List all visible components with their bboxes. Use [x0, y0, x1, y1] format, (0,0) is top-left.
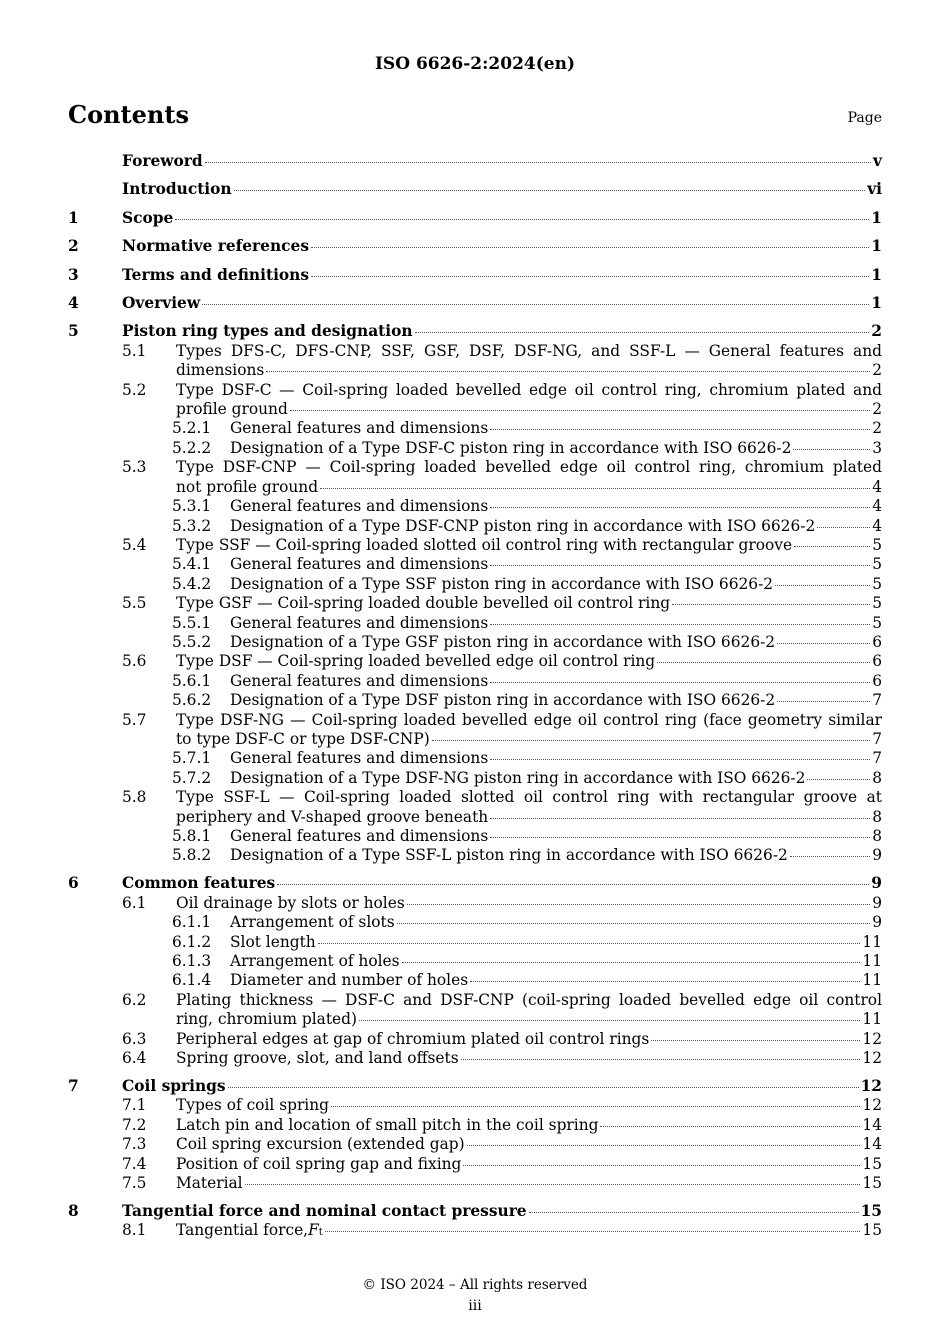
dot-leader — [775, 585, 870, 586]
toc-entry[interactable] — [68, 497, 882, 516]
dot-leader — [490, 624, 870, 625]
toc-entry-page: 11 — [862, 951, 882, 970]
dot-leader — [529, 1212, 859, 1213]
toc-entry-page: 7 — [872, 691, 882, 710]
toc-entry-number: 7.1 — [122, 1096, 147, 1115]
toc-entry-number: 5.3.2 — [172, 516, 212, 535]
toc-entry-title: General features and dimensions — [230, 749, 489, 768]
toc-entry-title: Overview — [122, 294, 201, 313]
toc-entry-page: 11 — [862, 971, 882, 990]
dot-leader — [290, 410, 870, 411]
toc-entry-page: 15 — [860, 1201, 882, 1220]
dot-leader — [490, 682, 870, 683]
toc-entry-number: 5.8 — [122, 788, 147, 807]
dot-leader — [234, 190, 866, 191]
toc-entry[interactable] — [68, 827, 882, 846]
toc-entry-title: Slot length — [230, 932, 316, 951]
toc-entry[interactable] — [68, 971, 882, 990]
toc-entry-page: 2 — [872, 361, 882, 380]
footer-page-number: iii — [468, 1298, 482, 1314]
toc-entry-page: 15 — [862, 1154, 882, 1173]
toc-entry-title: Spring groove, slot, and land offsets — [176, 1048, 459, 1067]
dot-leader — [490, 818, 870, 819]
toc-entry-page: 1 — [871, 294, 882, 313]
dot-leader — [490, 565, 870, 566]
toc-entry-number: 5.5.1 — [172, 613, 212, 632]
toc-entry-title: Arrangement of holes — [230, 951, 400, 970]
toc-entry[interactable] — [68, 152, 882, 171]
toc-entry[interactable] — [68, 1135, 882, 1154]
toc-entry-number: 6.1.4 — [172, 971, 212, 990]
dot-leader — [657, 662, 870, 663]
dot-leader — [432, 740, 870, 741]
toc-entry-title: Designation of a Type SSF-L piston ring in accordance with ISO 6626-2 — [230, 846, 788, 865]
toc-entry-title: Material — [176, 1173, 243, 1192]
toc-entry-title: Peripheral edges at gap of chromium plated oil control rings — [176, 1029, 650, 1048]
dot-leader — [359, 1020, 860, 1021]
toc-entry[interactable] — [68, 874, 882, 893]
toc-entry-number: 5.7 — [122, 710, 147, 729]
toc-entry-page: 14 — [862, 1115, 882, 1134]
toc-entry-page: 9 — [872, 846, 882, 865]
toc-entry-title: Plating thickness — DSF-C and DSF-CNP (coil-spring loaded bevelled edge oil control — [176, 990, 882, 1009]
toc-entry-number: 5 — [68, 322, 79, 341]
toc-entry-number: 5.2.2 — [172, 438, 212, 457]
toc-entry-title: Type DSF-CNP — Coil-spring loaded bevelled edge oil control ring, chromium plated — [176, 458, 882, 477]
toc-entry-number: 1 — [68, 208, 79, 227]
toc-entry-page: 12 — [862, 1048, 882, 1067]
toc-entry-page: 12 — [862, 1029, 882, 1048]
toc-entry-number: 5.5 — [122, 594, 147, 613]
toc-entry-title: Type SSF-L — Coil-spring loaded slotted oil control ring with rectangular groove at — [176, 788, 882, 807]
toc-entry[interactable] — [68, 633, 882, 652]
dot-leader — [277, 884, 869, 885]
toc-entry-number: 7.3 — [122, 1135, 147, 1154]
toc-entry-title: Designation of a Type DSF-C piston ring in accordance with ISO 6626-2 — [230, 438, 792, 457]
contents-heading: Contents — [68, 100, 189, 129]
dot-leader — [490, 507, 870, 508]
toc-entry-title: Normative references — [122, 237, 309, 256]
dot-leader — [470, 981, 860, 982]
dot-leader — [777, 643, 870, 644]
toc-entry[interactable] — [68, 894, 882, 913]
toc-entry-title: Type DSF-C — Coil-spring loaded bevelled edge oil control ring, chromium plated and — [176, 380, 882, 399]
toc-entry-number: 7 — [68, 1076, 79, 1095]
toc-entry[interactable] — [68, 711, 882, 750]
toc-entry-title: ring, chromium plated) — [176, 1010, 357, 1029]
toc-entry-number — [68, 180, 122, 199]
dot-leader — [790, 856, 870, 857]
dot-leader — [490, 759, 870, 760]
toc-entry-title: Coil spring excursion (extended gap) — [176, 1135, 465, 1154]
dot-leader — [600, 1126, 860, 1127]
toc-entry-title: periphery and V-shaped groove beneath — [176, 807, 489, 826]
toc-entry-title: Type DSF-NG — Coil-spring loaded bevelled edge oil control ring (face geometry similar — [176, 710, 882, 729]
toc-entry-page: 7 — [872, 729, 882, 748]
toc-entry-page: 4 — [872, 516, 882, 535]
toc-entry-number: 5.7.2 — [172, 768, 212, 787]
toc-entry-number: 5.2 — [122, 380, 147, 399]
toc-entry[interactable] — [68, 180, 882, 199]
toc-entry[interactable] — [68, 614, 882, 633]
toc-entry-page: 5 — [872, 594, 882, 613]
toc-entry-page: 5 — [872, 555, 882, 574]
toc-entry-title: Position of coil spring gap and fixing — [176, 1154, 462, 1173]
toc-entry-page: 14 — [862, 1135, 882, 1154]
toc-entry[interactable] — [68, 555, 882, 574]
toc-entry-page: 12 — [862, 1096, 882, 1115]
toc-entry-page: 15 — [862, 1173, 882, 1192]
dot-leader — [311, 247, 869, 248]
toc-entry-number: 5.7.1 — [172, 749, 212, 768]
dot-leader — [402, 962, 861, 963]
toc-entry[interactable] — [68, 342, 882, 381]
toc-entry-number: 6.1.3 — [172, 951, 212, 970]
dot-leader — [407, 904, 870, 905]
toc-entry-number: 6.4 — [122, 1048, 147, 1067]
dot-leader — [325, 1231, 861, 1232]
dot-leader — [490, 429, 870, 430]
toc-entry[interactable] — [68, 419, 882, 438]
footer-copyright: © ISO 2024 – All rights reserved — [362, 1277, 588, 1293]
toc-entry-page: 6 — [872, 652, 882, 671]
dot-leader — [205, 162, 871, 163]
table-of-contents — [68, 152, 882, 1243]
dot-leader — [202, 304, 869, 305]
toc-entry[interactable] — [68, 749, 882, 768]
toc-entry[interactable] — [68, 209, 882, 228]
toc-entry[interactable] — [68, 322, 882, 341]
toc-entry-title: Coil springs — [122, 1076, 226, 1095]
toc-entry-number: 2 — [68, 237, 79, 256]
toc-entry-title: Types DFS-C, DFS-CNP, SSF, GSF, DSF, DSF-NG, and SSF-L — General features and — [176, 341, 882, 360]
toc-entry-title: Terms and definitions — [122, 265, 310, 284]
toc-entry-title: Arrangement of slots — [230, 913, 395, 932]
toc-entry-number: 6.2 — [122, 990, 147, 1009]
toc-entry[interactable] — [68, 1155, 882, 1174]
toc-entry-page: 5 — [872, 535, 882, 554]
toc-entry[interactable] — [68, 933, 882, 952]
toc-entry-page: 2 — [872, 419, 882, 438]
toc-entry-title: Diameter and number of holes — [230, 971, 469, 990]
toc-entry-title: Designation of a Type DSF-NG piston ring in accordance with ISO 6626-2 — [230, 768, 806, 787]
dot-leader — [266, 371, 870, 372]
toc-entry[interactable] — [68, 1049, 882, 1068]
toc-entry-title: Foreword — [122, 152, 203, 170]
toc-entry-number: 7.4 — [122, 1154, 147, 1173]
toc-entry[interactable] — [68, 1096, 882, 1115]
toc-entry[interactable] — [68, 536, 882, 555]
toc-entry-page: 2 — [872, 400, 882, 419]
toc-entry-page: 9 — [872, 893, 882, 912]
toc-entry-title: profile ground — [176, 400, 288, 419]
toc-entry[interactable] — [68, 652, 882, 671]
toc-entry-page: 7 — [872, 749, 882, 768]
toc-entry-page: 9 — [872, 913, 882, 932]
dot-leader — [817, 527, 870, 528]
toc-entry-number: 5.8.1 — [172, 827, 212, 845]
toc-entry-page: 8 — [872, 827, 882, 845]
dot-leader — [651, 1040, 860, 1041]
toc-entry[interactable] — [68, 381, 882, 420]
toc-entry-number: 8.1 — [122, 1221, 147, 1240]
toc-entry-title: Designation of a Type SSF piston ring in accordance with ISO 6626-2 — [230, 574, 774, 593]
dot-leader — [467, 1145, 861, 1146]
toc-entry-title: Type SSF — Coil-spring loaded slotted oil control ring with rectangular groove — [176, 535, 793, 554]
toc-entry-title: General features and dimensions — [230, 555, 489, 574]
toc-entry-number: 5.6 — [122, 652, 147, 671]
dot-leader — [318, 943, 861, 944]
toc-entry-title: Tangential force and nominal contact pressure — [122, 1201, 527, 1220]
toc-entry[interactable] — [68, 237, 882, 256]
toc-entry-number: 7.5 — [122, 1173, 147, 1192]
toc-entry-page: 15 — [862, 1221, 882, 1240]
toc-entry[interactable] — [68, 1221, 882, 1242]
toc-entry-title: General features and dimensions — [230, 419, 489, 438]
toc-entry-number: 6.1.1 — [172, 913, 212, 932]
toc-entry-page: 1 — [871, 237, 882, 256]
toc-entry-number: 6.1.2 — [172, 932, 212, 951]
toc-entry-page: 2 — [871, 322, 882, 341]
toc-entry-title: General features and dimensions — [230, 613, 489, 632]
toc-entry-page: 11 — [862, 932, 882, 951]
toc-entry-number: 8 — [68, 1201, 79, 1220]
dot-leader — [461, 1059, 861, 1060]
toc-entry[interactable] — [68, 952, 882, 971]
dot-leader — [245, 1184, 861, 1185]
dot-leader — [777, 701, 870, 702]
toc-entry[interactable] — [68, 672, 882, 691]
toc-entry-number: 5.3 — [122, 458, 147, 477]
toc-entry-title: Type GSF — Coil-spring loaded double bevelled oil control ring — [176, 594, 671, 613]
toc-entry-number: 7.2 — [122, 1115, 147, 1134]
toc-entry[interactable] — [68, 1077, 882, 1096]
toc-entry-title: Common features — [122, 874, 276, 893]
toc-entry-title: Scope — [122, 208, 174, 227]
toc-entry[interactable] — [68, 991, 882, 1030]
toc-entry-title: not profile ground — [176, 477, 319, 496]
toc-entry-title: General features and dimensions — [230, 671, 489, 690]
toc-entry-title: Oil drainage by slots or holes — [176, 893, 405, 912]
page-column-label: Page — [847, 110, 882, 126]
dot-leader — [228, 1087, 859, 1088]
toc-entry-page: 1 — [871, 208, 882, 227]
dot-leader — [320, 488, 870, 489]
toc-entry-page: 4 — [872, 477, 882, 496]
toc-entry-title: dimensions — [176, 361, 265, 380]
toc-entry-number: 5.4.2 — [172, 574, 212, 593]
dot-leader — [794, 546, 870, 547]
dot-leader — [807, 779, 870, 780]
toc-entry[interactable] — [68, 575, 882, 594]
toc-entry-page: 11 — [862, 1010, 882, 1029]
toc-entry[interactable] — [68, 294, 882, 313]
toc-entry-page: vi — [867, 180, 882, 199]
dot-leader — [490, 837, 870, 838]
dot-leader — [331, 1106, 860, 1107]
toc-entry[interactable] — [68, 266, 882, 285]
toc-entry-number: 5.6.2 — [172, 691, 212, 710]
toc-entry-page: 12 — [860, 1076, 882, 1095]
toc-entry-page: 8 — [872, 807, 882, 826]
toc-entry-title: Piston ring types and designation — [122, 322, 413, 341]
toc-entry[interactable] — [68, 691, 882, 710]
toc-entry-page: 4 — [872, 497, 882, 516]
dot-leader — [463, 1165, 860, 1166]
document-identifier: ISO 6626-2:2024(en) — [374, 54, 575, 74]
toc-entry[interactable] — [68, 594, 882, 613]
dot-leader — [397, 923, 871, 924]
toc-entry[interactable] — [68, 439, 882, 458]
toc-entry-number: 5.4.1 — [172, 555, 212, 574]
toc-entry-number — [68, 152, 122, 171]
toc-entry[interactable] — [68, 517, 882, 536]
toc-entry-title: Designation of a Type GSF piston ring in accordance with ISO 6626-2 — [230, 632, 776, 651]
toc-entry[interactable] — [68, 913, 882, 932]
toc-entry-title: Designation of a Type DSF-CNP piston ring in accordance with ISO 6626-2 — [230, 516, 816, 535]
dot-leader — [175, 219, 869, 220]
toc-entry-number: 5.8.2 — [172, 846, 212, 865]
toc-entry-number: 6 — [68, 874, 79, 893]
toc-entry-title: Types of coil spring — [176, 1096, 329, 1115]
dot-leader — [415, 332, 870, 333]
toc-entry[interactable] — [68, 458, 882, 497]
toc-entry-page: 5 — [872, 613, 882, 632]
toc-entry-number: 6.1 — [122, 893, 147, 912]
toc-entry-title: General features and dimensions — [230, 497, 489, 516]
toc-entry-number: 3 — [68, 265, 79, 284]
math-subscript: t — [318, 1227, 323, 1239]
toc-entry-title: General features and dimensions — [230, 827, 489, 845]
toc-entry[interactable] — [68, 1116, 882, 1135]
toc-entry-title: Designation of a Type DSF piston ring in accordance with ISO 6626-2 — [230, 691, 776, 710]
toc-entry[interactable] — [68, 1202, 882, 1221]
toc-entry-title: Introduction — [122, 180, 232, 199]
toc-entry-page: 8 — [872, 768, 882, 787]
toc-entry-title: Latch pin and location of small pitch in the coil spring — [176, 1115, 599, 1134]
toc-entry-page: 1 — [871, 265, 882, 284]
math-symbol: F — [308, 1221, 319, 1240]
toc-entry-title: Type DSF — Coil-spring loaded bevelled edge oil control ring — [176, 652, 656, 671]
toc-entry-page: 5 — [872, 574, 882, 593]
toc-entry-number: 4 — [68, 294, 79, 313]
toc-entry-number: 6.3 — [122, 1029, 147, 1048]
toc-entry-number: 5.4 — [122, 535, 147, 554]
toc-entry[interactable] — [68, 1030, 882, 1049]
toc-entry-number: 5.3.1 — [172, 497, 212, 516]
toc-entry-page: v — [873, 152, 882, 170]
dot-leader — [672, 604, 870, 605]
toc-entry-title: to type DSF-C or type DSF-CNP) — [176, 729, 430, 748]
toc-entry-page: 6 — [872, 632, 882, 651]
toc-entry-number: 5.6.1 — [172, 671, 212, 690]
toc-entry-title: Tangential force, — [176, 1221, 309, 1240]
dot-leader — [311, 276, 869, 277]
toc-entry[interactable] — [68, 1174, 882, 1193]
toc-entry[interactable] — [68, 769, 882, 788]
toc-entry[interactable] — [68, 788, 882, 827]
toc-entry-number: 5.1 — [122, 341, 147, 360]
toc-entry-number: 5.5.2 — [172, 632, 212, 651]
toc-entry-page: 9 — [871, 874, 882, 893]
dot-leader — [793, 449, 870, 450]
toc-entry[interactable] — [68, 846, 882, 865]
toc-entry-number: 5.2.1 — [172, 419, 212, 438]
toc-entry-page: 3 — [872, 438, 882, 457]
toc-entry-page: 6 — [872, 671, 882, 690]
